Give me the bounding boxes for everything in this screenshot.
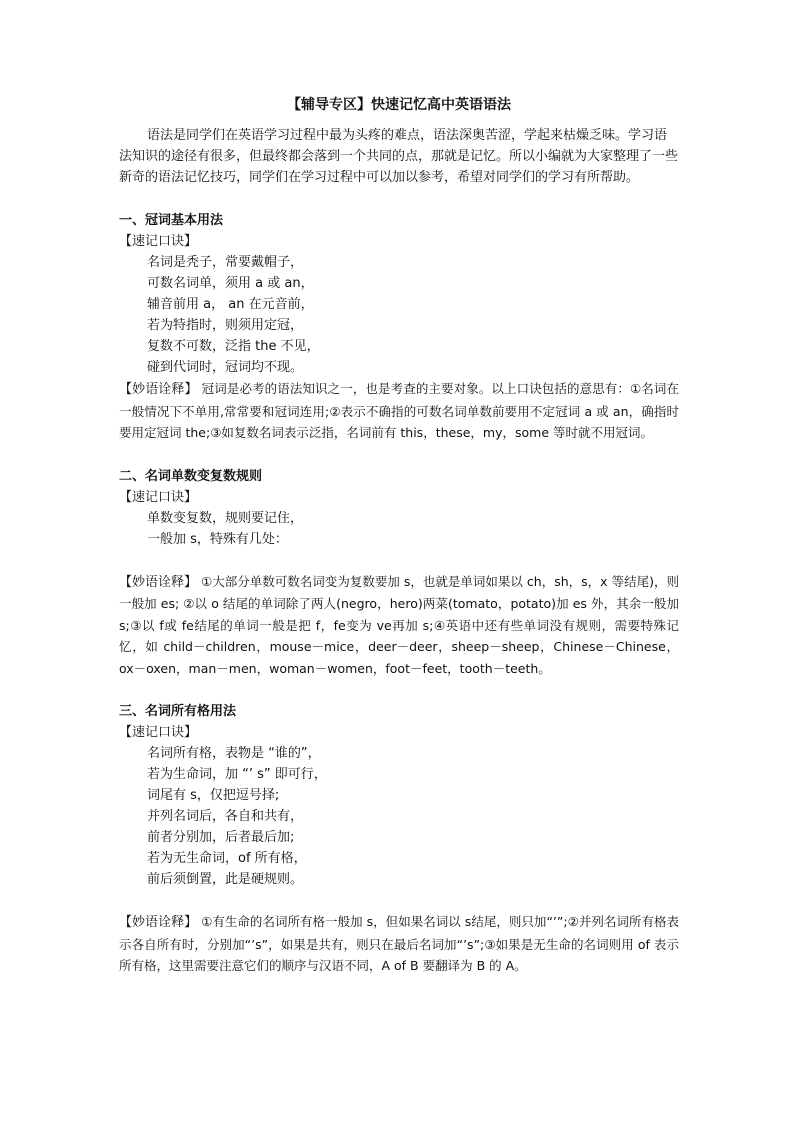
- document-page: [119, 95, 679, 977]
- mnemonic-label: 【速记口诀】: [119, 489, 198, 505]
- verse-line: 碰到代词时，冠词均不现。: [147, 360, 304, 375]
- verse-line: 词尾有 s，仅把逗号择;: [147, 788, 280, 803]
- explanation-text: ①大部分单数可数名词变为复数要加 s，也就是单词如果以 ch，sh，s，x 等结尾)，则一般加 es; ②以 o 结尾的单词除了两人(negro，hero)两菜(tomato，potato)加 es 外，其余一般加 s;③以 f或 fe结尾的单词一般是把 f，fe变为 ve再加 s;④英语中还有些单词没有规则，需要特殊记忆，如 child－children，mouse－mice，deer－deer，sheep－sheep，Chinese－Chinese，ox－oxen，man－men，woman－women，foot－feet，tooth－teeth。: [119, 573, 679, 676]
- verse-line: 单数变复数，规则要记住，: [147, 510, 304, 526]
- section-heading: 三、名词所有格用法: [119, 704, 237, 719]
- section-plural-nouns: [119, 466, 679, 680]
- section-heading: 二、名词单数变复数规则: [119, 468, 263, 484]
- verse-line: 前后须倒置，此是硬规则。: [147, 872, 304, 887]
- explanation-label: 【妙语诠释】: [119, 382, 198, 397]
- verse-line: 名词是秃子，常要戴帽子，: [147, 255, 304, 270]
- verse-line: 一般加 s，特殊有几处：: [147, 531, 288, 547]
- verse-line: 并列名词后，各自和共有，: [147, 809, 304, 824]
- section-heading: 一、冠词基本用法: [119, 213, 224, 228]
- verse-line: 辅音前用 a， an 在元音前，: [147, 297, 314, 312]
- mnemonic-label: 【速记口诀】: [119, 234, 198, 249]
- page-title: 【辅导专区】快速记忆高中英语语法: [287, 97, 511, 113]
- verse-line: 若为生命词，加 “’ s” 即可行，: [147, 767, 327, 782]
- explanation-paragraph: [119, 378, 679, 444]
- verse-line: 前者分别加，后者最后加;: [147, 830, 295, 845]
- mnemonic-verse: [119, 743, 679, 890]
- mnemonic-label: 【速记口诀】: [119, 725, 198, 740]
- explanation-text: 冠词是必考的语法知识之一，也是考查的主要对象。以上口诀包括的意思有：①名词在一般情况下不单用,常常要和冠词连用;②表示不确指的可数名词单数前要用不定冠词 a 或 an，确指时要用定冠词 the;③如复数名词表示泛指，名词前有 this，these，my，some 等时就不用冠词。: [119, 381, 679, 440]
- verse-line: 若为特指时，则须用定冠，: [147, 318, 304, 333]
- explanation-paragraph: [119, 571, 679, 680]
- mnemonic-verse: [119, 252, 679, 378]
- intro-paragraph: 语法是同学们在英语学习过程中最为头疼的难点，语法深奥苦涩，学起来枯燥乏味。学习语法知识的途径有很多，但最终都会落到一个共同的点，那就是记忆。所以小编就为大家整理了一些新奇的语法记忆技巧，同学们在学习过程中可以加以参考，希望对同学们的学习有所帮助。: [119, 128, 679, 185]
- spacer: [119, 550, 679, 571]
- section-articles: [119, 210, 679, 444]
- spacer: [119, 890, 679, 911]
- verse-line: 可数名词单，须用 a 或 an，: [147, 276, 314, 291]
- mnemonic-verse: [119, 508, 679, 550]
- verse-line: 名词所有格，表物是 “谁的”，: [147, 746, 321, 761]
- explanation-text: ①有生命的名词所有格一般加 s，但如果名词以 s结尾，则只加“’”;②并列名词所有格表示各自所有时，分别加“’s”，如果是共有，则只在最后名词加“’s”;③如果是无生命的名词则用 of 表示所有格，这里需要注意它们的顺序与汉语不同，A of B 要翻译为 B 的 A。: [119, 914, 679, 973]
- section-possessive: [119, 701, 679, 977]
- verse-line: 复数不可数，泛指 the 不见，: [147, 339, 320, 354]
- verse-line: 若为无生命词，of 所有格，: [147, 851, 307, 866]
- explanation-paragraph: [119, 911, 679, 977]
- explanation-label: 【妙语诠释】: [119, 915, 198, 930]
- explanation-label: 【妙语诠释】: [119, 574, 198, 590]
